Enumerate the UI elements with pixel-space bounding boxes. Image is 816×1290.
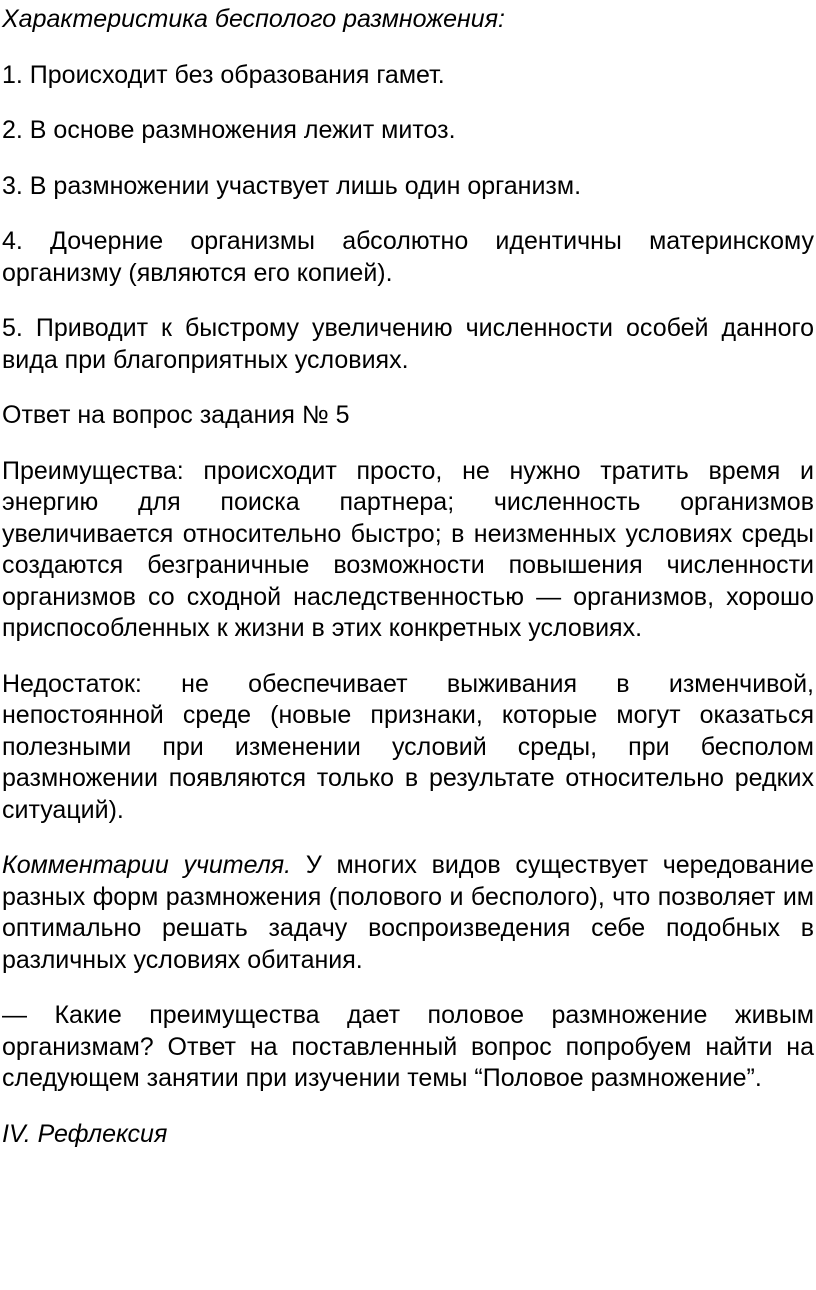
question-paragraph: — Какие преимущества дает половое размножение живым организмам? Ответ на поставленный вопрос попробуем найти на следующем занятии при изучении темы “Половое размножение”. xyxy=(2,1001,814,1092)
section-heading: Характеристика бесполого размножения: xyxy=(2,5,506,33)
list-item-3: 3. В размножении участвует лишь один организм. xyxy=(2,171,582,200)
advantages-paragraph: Преимущества: происходит просто, не нужно тратить время и энергию для поиска партнера; численность организмов увеличивается относительно быстро; в неизменных условиях среды создаются безграничные возможности повышения численности организмов со сходной наследственностью — организмов, хорошо приспособленных к жизни в этих конкретных условиях. xyxy=(2,456,814,642)
answer-title: Ответ на вопрос задания № 5 xyxy=(2,401,350,429)
reflection-heading: IV. Рефлексия xyxy=(2,1119,168,1148)
disadvantage-paragraph: Недостаток: не обеспечивает выживания в изменчивой, непостоянной среде (новые признаки, которые могут оказаться полезными при изменении условий среды, при бесполом размножении появляются только в результате относительно редких ситуаций). xyxy=(2,669,814,824)
list-item-4: 4. Дочерние организмы абсолютно идентичны материнскому организму (являются его копией). xyxy=(2,227,814,287)
list-item-2: 2. В основе размножения лежит митоз. xyxy=(2,116,456,144)
list-item-1: 1. Происходит без образования гамет. xyxy=(2,60,445,89)
list-item-5: 5. Приводит к быстрому увеличению численности особей данного вида при благоприятных условиях. xyxy=(2,314,814,374)
teacher-comment xyxy=(2,850,814,976)
teacher-comment-text: У многих видов существует чередование разных форм размножения (полового и бесполого), что позволяет им оптимально решать задачу воспроизведения себе подобных в различных условиях обитания. xyxy=(2,851,814,974)
teacher-comment-label: Комментарии учителя. xyxy=(2,851,292,879)
